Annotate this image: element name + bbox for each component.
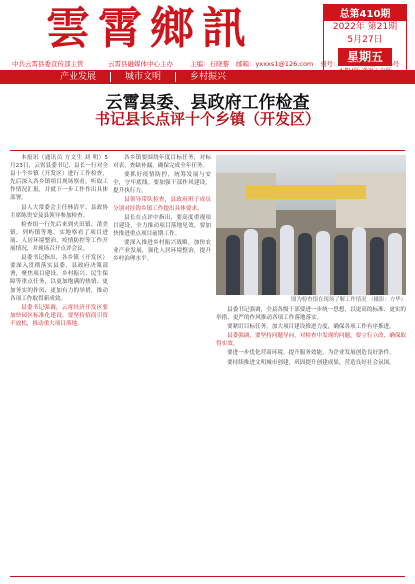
nav-divider (110, 72, 111, 82)
paragraph: 本报讯（通讯员 方文生 刘 明）5月23日，云霄县委书记、县长一行对全县十个乡镇（开发区）进行工作检查，先后深入各乡镇项目现场察看，听取工作情况汇报，并就下一步工作作出具体部署。 (10, 155, 108, 202)
photo-person (334, 235, 348, 295)
sub-headline: 书记县长点评十个乡镇（开发区） (94, 110, 320, 128)
photo-caption: 图为检查组在现场了解工作情况 （摄影：方华） (291, 297, 406, 303)
paragraph: 要进一步优化营商环境，提升服务效能，为企业发展创造良好条件。 (227, 350, 395, 357)
photo-person (244, 229, 258, 295)
photo-building (216, 173, 276, 228)
highlight-paragraph: 县委强调，要坚持问题导向，对检查中发现的问题，要立行立改，确保取得实效。 (216, 333, 406, 348)
paragraph: 要抓好疫情防控，统筹发展与安全，守牢底线。要加强干部作风建设，提升执行力。 (113, 172, 211, 195)
editor: 主编：石晓黎 (190, 60, 229, 68)
paragraph: 各乡镇要围绕年度目标任务，对标对表，查缺补漏，确保完成全年任务。 (113, 155, 211, 170)
weekday: 星期五 (338, 48, 392, 66)
cn-number: 刊号：CN-35(Q)第0026号 (320, 60, 400, 68)
photo-banner (246, 185, 366, 199)
photo-person (298, 233, 312, 295)
email: 邮箱：yxxxs1@126.com (236, 60, 314, 68)
paragraph: 县长在点评中指出，要高度重视项目建设，全力推动项目落地见效，要加快推进重点项目前期工作。 (113, 214, 211, 237)
headline-rule (10, 150, 405, 151)
nav-divider (175, 72, 176, 82)
photo-person (262, 237, 276, 295)
paragraph: 要紧盯目标任务，加大项目建设推进力度，确保各项工作有序推进。 (227, 324, 395, 331)
nav-item-civilization[interactable]: 城市文明 (125, 72, 162, 82)
section-nav (0, 70, 415, 84)
paragraph: 要持续推进文明城市创建，巩固提升创建成果，营造良好社会氛围。 (227, 359, 395, 366)
paragraph: 县委书记强调，全县各级干部要进一步统一思想，以更高的标准、更实的举措、更严的作风推动各项工作落地落实。 (216, 307, 406, 322)
info-bar (0, 59, 415, 69)
news-photo (216, 155, 406, 295)
photo-person (388, 233, 402, 295)
headline-area (0, 88, 415, 150)
publisher: 云霄县融媒体中心主办 (108, 60, 173, 68)
photo-building (336, 173, 406, 228)
footer-rule (10, 576, 405, 577)
highlight-paragraph: 县领导带队检查，县政府班子成员分别对挂钩乡镇工作提出具体要求。 (113, 197, 211, 212)
paragraph: 县委书记指出，各乡镇（开发区）要深入贯彻落实县委、县政府决策部署，聚焦项目建设、乡村振兴、民生保障等重点任务，以更加饱满的热情、更加务实的作风、更加有力的举措，推动各项工作取得新成效。 (10, 255, 108, 302)
issue-year: 2022年 第21期 (323, 21, 407, 34)
article-column-3 (216, 306, 406, 574)
nav-item-industry[interactable]: 产业发展 (60, 72, 97, 82)
photo-person (280, 225, 294, 295)
paragraph: 检查组一行先后来到火田镇、莆美镇、列屿镇等地，实地察看了项目进展、人居环境整治、疫情防控等工作开展情况，并现场召开点评会议。 (10, 221, 108, 253)
photo-person (226, 235, 240, 295)
issue-total: 总第410期 (323, 4, 407, 21)
article-column-1 (10, 154, 108, 574)
photo-person (352, 227, 366, 295)
sponsor: 中共云霄县委宣传部主管 (12, 60, 84, 68)
masthead-title: 雲霄鄉訊 (46, 3, 254, 54)
main-headline: 云霄县委、县政府工作检查 (105, 93, 310, 113)
nav-item-rural[interactable]: 乡村振兴 (190, 72, 227, 82)
paragraph: 县人大常委会主任林清平、县政协主席陈贵安及县领导参加检查。 (10, 204, 108, 219)
paragraph: 要深入推进乡村振兴战略，加快农业产业发展，强化人居环境整治，提升乡村治理水平。 (113, 239, 211, 263)
highlight-paragraph: 县委书记强调，云霄经济开发区要加快园区标准化建设，要坚持招商引资不放松，推动重大项目落地。 (10, 304, 108, 327)
photo-person (370, 237, 384, 295)
issue-date: 5月27日 (323, 34, 407, 47)
photo-person (316, 231, 330, 295)
article-column-2 (113, 154, 211, 574)
